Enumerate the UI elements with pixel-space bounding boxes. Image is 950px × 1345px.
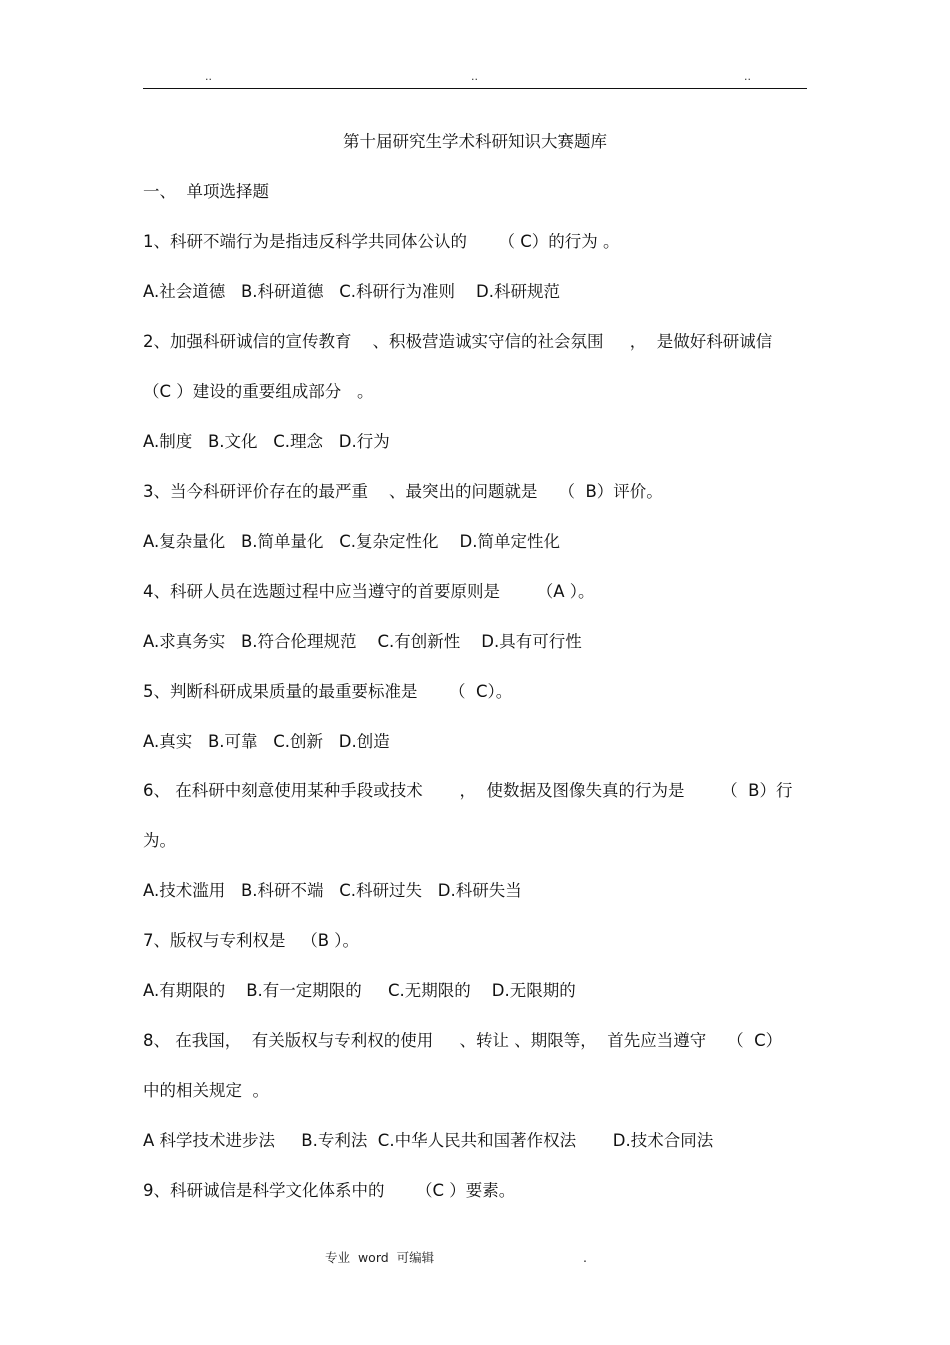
question-5: 5、判断科研成果质量的最重要标准是 （ C）。 <box>143 682 513 701</box>
header-rule <box>143 88 807 89</box>
section-heading: 一、 单项选择题 <box>143 182 269 201</box>
question-8: 8、 在我国， 有关版权与专利权的使用 、转让 、期限等， 首先应当遵守 （ C） <box>143 1031 783 1050</box>
options-3: A.复杂量化 B.简单量化 C.复杂定性化 D.简单定性化 <box>143 532 560 551</box>
options-4: A.求真务实 B.符合伦理规范 C.有创新性 D.具有可行性 <box>143 632 582 651</box>
question-6: 6、 在科研中刻意使用某种手段或技术 ， 使数据及图像失真的行为是 （ B）行 <box>143 781 793 800</box>
header-mark-center: .. <box>471 70 478 83</box>
options-2: A.制度 B.文化 C.理念 D.行为 <box>143 432 390 451</box>
header-mark-right: .. <box>744 70 751 83</box>
document-title: 第十届研究生学术科研知识大赛题库 <box>343 132 607 151</box>
question-2-cont: （C ）建设的重要组成部分 。 <box>143 382 374 401</box>
question-9: 9、科研诚信是科学文化体系中的 （C ）要素。 <box>143 1181 516 1200</box>
options-7: A.有期限的 B.有一定期限的 C.无期限的 D.无限期的 <box>143 981 576 1000</box>
header-mark-left: .. <box>205 70 212 83</box>
options-8: A 科学技术进步法 B.专利法 C.中华人民共和国著作权法 D.技术合同法 <box>143 1131 714 1150</box>
question-7: 7、版权与专利权是 （B ）。 <box>143 931 360 950</box>
question-1: 1、科研不端行为是指违反科学共同体公认的 （ C）的行为 。 <box>143 232 620 251</box>
question-2: 2、加强科研诚信的宣传教育 、积极营造诚实守信的社会氛围 ， 是做好科研诚信 <box>143 332 773 351</box>
question-6-cont: 为。 <box>143 831 176 850</box>
question-3: 3、当今科研评价存在的最严重 、最突出的问题就是 （ B）评价。 <box>143 482 663 501</box>
footer-dot: . <box>583 1250 587 1265</box>
question-4: 4、科研人员在选题过程中应当遵守的首要原则是 （A ）。 <box>143 582 595 601</box>
question-8-cont: 中的相关规定 。 <box>143 1081 269 1100</box>
options-6: A.技术滥用 B.科研不端 C.科研过失 D.科研失当 <box>143 881 522 900</box>
options-1: A.社会道德 B.科研道德 C.科研行为准则 D.科研规范 <box>143 282 560 301</box>
options-5: A.真实 B.可靠 C.创新 D.创造 <box>143 732 390 751</box>
footer-label: 专业 word 可编辑 <box>325 1250 435 1265</box>
